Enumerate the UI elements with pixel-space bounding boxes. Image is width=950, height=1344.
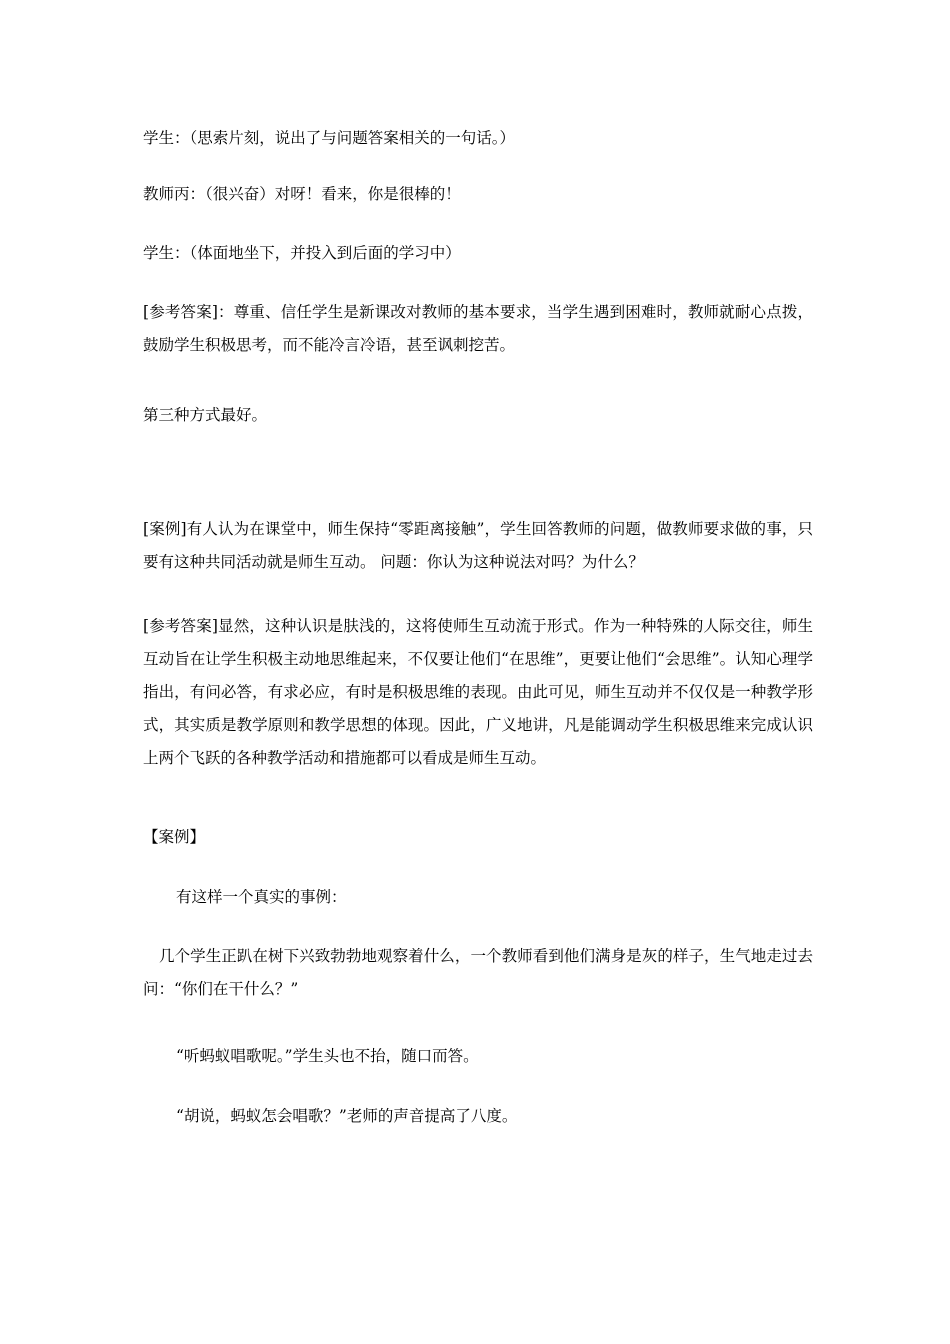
- dialogue-student-2: 学生：（体面地坐下，并投入到后面的学习中）: [143, 244, 461, 262]
- dialogue-student-1: 学生：（思索片刻，说出了与问题答案相关的一句话。）: [143, 129, 516, 147]
- reference-answer-1: [参考答案]：尊重、信任学生是新课改对教师的基本要求，当学生遇到困难时，教师就耐心点拨，鼓励学生积极思考，而不能冷言冷语，甚至讽刺挖苦。: [143, 303, 813, 354]
- case-story-1: 几个学生正趴在树下兴致勃勃地观察着什么，一个教师看到他们满身是灰的样子，生气地走过去问：“你们在干什么？”: [143, 947, 813, 998]
- case-story-2: “听蚂蚁唱歌呢。”学生头也不抬，随口而答。: [176, 1047, 479, 1065]
- case-paragraph: [案例]有人认为在课堂中，师生保持“零距离接触”，学生回答教师的问题，做教师要求做的事，只要有这种共同活动就是师生互动。 问题：你认为这种说法对吗？为什么？: [143, 520, 813, 571]
- conclusion-line: 第三种方式最好。: [143, 406, 268, 424]
- case-heading: 【案例】: [143, 828, 206, 846]
- case-intro: 有这样一个真实的事例：: [176, 888, 347, 906]
- reference-answer-2: [参考答案]显然，这种认识是肤浅的，这将使师生互动流于形式。作为一种特殊的人际交往，师生互动旨在让学生积极主动地思维起来，不仅要让他们“在思维”，更要让他们“会思维”。认知心理学指出，有问必答，有求必应，有时是积极思维的表现。由此可见，师生互动并不仅仅是一种教学形式，其实质是教学原则和教学思想的体现。因此，广义地讲，凡是能调动学生积极思维来完成认识上两个飞跃的各种教学活动和措施都可以看成是师生互动。: [143, 617, 813, 767]
- dialogue-teacher-bing: 教师丙：（很兴奋）对呀！看来，你是很棒的！: [143, 185, 461, 203]
- case-story-3: “胡说，蚂蚁怎会唱歌？”老师的声音提高了八度。: [176, 1107, 518, 1125]
